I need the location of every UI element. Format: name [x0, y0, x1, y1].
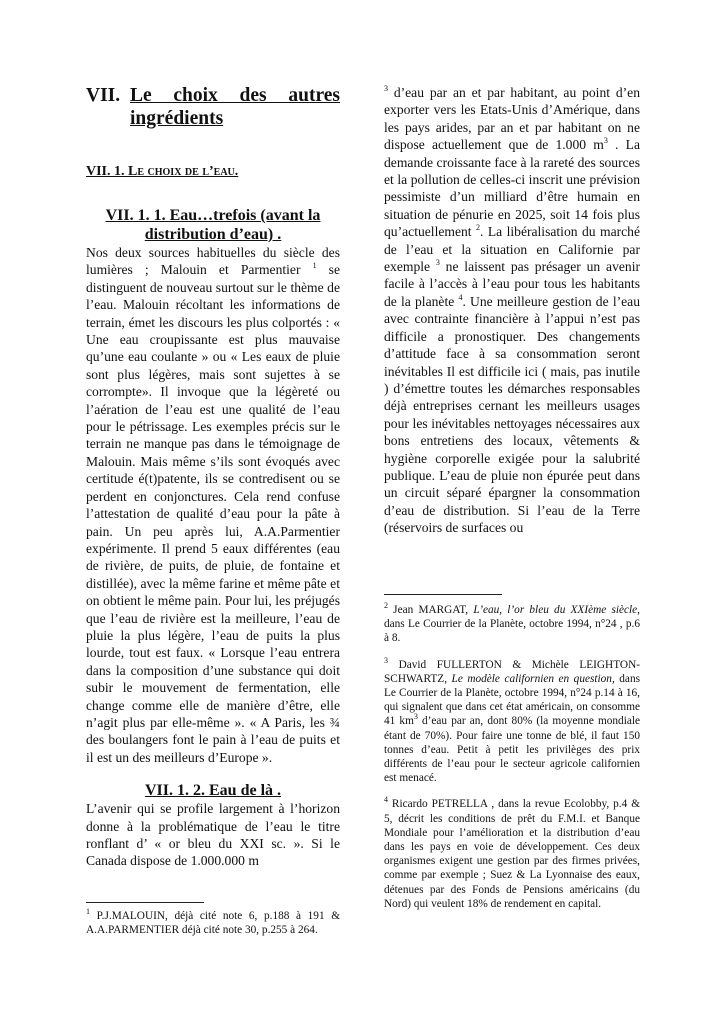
footnote-1 [86, 909, 340, 937]
section-heading [86, 163, 340, 181]
footnote-2-number: 2 [384, 601, 388, 610]
superscript-3b: 3 [603, 136, 608, 146]
chapter-title: Le choix des autres ingrédients [130, 85, 340, 129]
footnote-divider-left [86, 902, 204, 903]
footnote-2-source: dans Le Courrier de la Planète, octobre 1994, n°24 , p.6 à 8. [384, 618, 640, 645]
para2-text-e: ne laissent pas présager un avenir facile à l’accès à l’eau pour tous les habitants de la planète [384, 259, 640, 309]
footnote-4 [384, 797, 640, 911]
subsection-heading-2: VII. 1. 2. Eau de là . [144, 782, 282, 800]
paragraph-2-continued [384, 84, 640, 537]
paragraph-1 [86, 244, 340, 766]
chapter-number: VII. [86, 85, 121, 106]
footnote-2-title: L’eau, l’or bleu du XXIème siècle, [473, 604, 640, 616]
right-column [384, 84, 640, 537]
footnote-4-number: 4 [384, 795, 388, 805]
footnote-1-text: P.J.MALOUIN, déjà cité note 6, p.188 à 191 & A.A.PARMENTIER déjà cité note 30, p.255 à 264. [86, 910, 340, 937]
footnote-ref-2[interactable]: 2 [476, 223, 480, 233]
footnote-1-number: 1 [86, 907, 90, 916]
chapter-heading [86, 84, 340, 130]
para2-text-c: . La demande croissante face à la rareté des sources et la pollution de celles-ci inscrit une prévision pessimiste d’un milliard d’être humain en situation de pénurie en 2025, soit 14 fois plus qu’actuellement [384, 137, 640, 240]
footnote-3-title: Le modèle californien en question, [451, 672, 615, 685]
footnote-3-number: 3 [384, 655, 388, 665]
footnote-divider-right [384, 594, 502, 595]
footnote-ref-4[interactable]: 4 [458, 292, 463, 302]
footnote-3-rest: d’eau par an, dont 80% (la moyenne mondiale étant de 70%). Pour faire une tonne de blé, il faut 150 tonnes d’eau. Petit à petit les privilèges des prix différents de l’eau pour le secteur agricole californien est menacé. [384, 715, 640, 785]
footnote-3 [384, 655, 640, 786]
footnote-2 [384, 603, 640, 646]
section-title: e choix de l’eau. [137, 164, 239, 179]
para1-text-b: se distinguent de nouveau surtout sur le thème de l’eau. Malouin récoltant les informations de terrain, émet les discours les plus colportés : « Une eau croupissante est plus mauvaise qu’une eau coulante » ou « Les eaux de pluie sont plus légères, mais sont sujettes à se corrompte». Il invoque que la légèreté ou l’aération de l’eau est une qualité de l’eau pour le pétrissage. Les exemples précis sur le terrain ne manque pas dans le témoignage de Malouin. Mais même s’ils sont évoqués avec certitude é(t)patente, ils se contredisent ou se perdent en conjonctures. Cela rend confuse l’attestation de qualité d’eau pour la pâte à pain. Un peu après lui, A.A.Parmentier expérimente. Il prend 5 eaux différentes (eau de rivière, de puits, de pluie, de fontaine et distillée), avec la même farine et même pâte et on obtient le même pain. Pour lui, les préjugés que l’eau de rivière est la meilleure, l’eau de pluie la plus légère, l’eau de puits la plus lourde, tout est faux. « Lorsque l’eau entrera dans la composition d’une substance qui doit subir le mouvement de fermentation, elle change comme elle de manière d’être, elle n’agit plus par elle-même ». « A Paris, les ¾ des boulangers font le pain à l’eau de puits et il est un des meilleurs d’Europe ». [86, 262, 340, 765]
footnote-ref-1[interactable]: 1 [312, 261, 317, 271]
para2-text-f: . Une meilleure gestion de l’eau avec contrainte financière à l’appui n’est pas difficile a pronostiquer. Des changements d’attitude face à sa consommation seront inévitables Il est difficile ici ( mais, pas inutile ) d’émettre toutes les démarches responsables déjà entreprises cernant les meilleurs usages pour les inévitables nettoyages nécessaires aux bons entretiens des locaux, vêtements & hygiène corporelle exigée pour la salubrité publique. L’eau de pluie non épurée peut dans un circuit séparé épargner la consommation d’eau de distribution. Si l’eau de la Terre (réservoirs de surfaces ou [384, 293, 640, 536]
footnote-3-superscript: 3 [413, 712, 418, 722]
para2-text-d: . La libéralisation du marché de l’eau et la situation en Californie par exemple [384, 224, 641, 275]
footnotes-left [86, 909, 340, 937]
footnote-2-author: Jean MARGAT, [388, 604, 474, 616]
para2-text-a: L’avenir qui se profile largement à l’horizon donne à la problématique de l’eau le titre ronflant d’ « or bleu du XXI sc. ». Si le Canada dispose de 1.000.000 m [86, 801, 340, 869]
footnotes-right [384, 603, 640, 923]
para1-text-a: Nos deux sources habituelles du siècle des lumières ; Malouin et Parmentier [86, 245, 340, 278]
subsection-heading-1: VII. 1. 1. Eau…trefois (avant la distribution d’eau) . [105, 207, 321, 243]
footnote-ref-3[interactable]: 3 [435, 258, 440, 268]
footnote-3-source: dans Le Courrier de la Planète, octobre 1994, n°24 p.14 à 16, qui signalent que dans cet état américain, on consomme 41 km [384, 672, 640, 728]
footnote-3-author: David FULLERTON & Michèle LEIGHTON-SCHWARTZ, [384, 658, 640, 685]
section-initial: L [128, 164, 138, 179]
superscript-3: 3 [384, 84, 388, 93]
left-column [86, 84, 340, 870]
paragraph-2-start [86, 800, 340, 870]
footnote-4-text: Ricardo PETRELLA , dans la revue Ecolobby, p.4 & 5, décrit les conditions de prêt du F.M.I. et Banque Mondiale pour l’amélioration et la distribution d’eau dans les pays en voie de développement. Ces deux organismes exigent une gestion par des firmes privées, comme par exemple ; Suez & La Lyonnaise des eaux, détenues par des Fonds de Pensions américains (du Nord) qui veulent 18% de rendement en capital. [384, 798, 640, 910]
para2-text-b: d’eau par an et par habitant, au point d’en exporter vers les Etats-Unis d’Amérique, dans les pays arides, par an et par habitant on ne dispose actuellement que de 1.000 m [384, 85, 640, 153]
section-number: VII. 1. [86, 164, 129, 179]
